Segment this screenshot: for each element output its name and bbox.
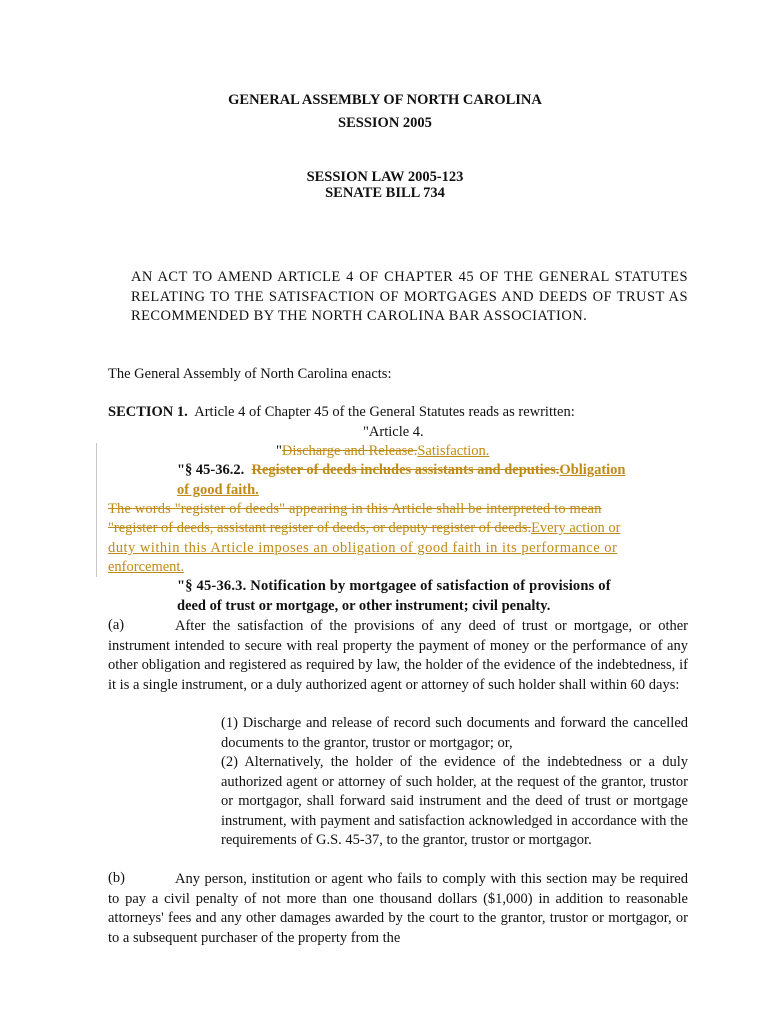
session-heading: SESSION 2005 xyxy=(338,115,432,131)
s45-36-3-heading-2: deed of trust or mortgage, or other instrument; civil penalty. xyxy=(177,598,551,614)
act-title: AN ACT TO AMEND ARTICLE 4 OF CHAPTER 45 OF THE GENERAL STATUTES RELATING TO THE SATISFACTION OF MORTGAGES AND DEEDS OF TRUST AS RECOMMENDED BY THE NORTH CAROLINA BAR ASSOCIATION. xyxy=(131,269,688,325)
s45-36-2-added-title-a: Obligation xyxy=(559,462,626,478)
section-1-line xyxy=(108,404,575,421)
s45-36-2-added-text-2: duty within this Article imposes an obligation of good faith in its performance or xyxy=(108,540,618,556)
s45-36-2-deleted-text-1: The words "register of deeds" appearing in this Article shall be interpreted to mean xyxy=(108,501,602,517)
subsection-b-label: (b) xyxy=(108,870,125,886)
subsection-a-text: After the satisfaction of the provisions of any deed of trust or mortgage, or other instrument intended to secure with real property the payment of money or the performance of any other obligation and registered as required by law, the holder of the evidence of the indebtedness, if it is a single instrument, or a duly authorized agent or attorney of such holder shall within 60 days: xyxy=(108,618,688,693)
subsection-a-item-2: (2) Alternatively, the holder of the evidence of the indebtedness or a duly authorized agent or attorney of such holder, at the request of the grantor, trustor or mortgagor, shall forward said instrument and the deed of trust or mortgage instrument, with payment and satisfaction acknowledged in accordance with the requirements of G.S. 45-37, to the grantor, trustor or mortgagor. xyxy=(221,754,688,848)
s45-36-2-added-title-b: of good faith. xyxy=(177,482,259,498)
assembly-heading: GENERAL ASSEMBLY OF NORTH CAROLINA xyxy=(228,92,542,108)
section-1-text: Article 4 of Chapter 45 of the General Statutes reads as rewritten: xyxy=(194,404,575,420)
article-title-quote: " xyxy=(276,443,282,459)
session-law-heading: SESSION LAW 2005-123 xyxy=(306,169,464,185)
s45-36-2-text-2 xyxy=(108,520,620,537)
s45-36-2-deleted-title: Register of deeds includes assistants and deputies. xyxy=(251,462,560,478)
article-title-added: Satisfaction. xyxy=(417,443,490,459)
subsection-b-text: Any person, institution or agent who fails to comply with this section may be required to pay a civil penalty of not more than one thousand dollars ($1,000) in addition to reasonable attorneys' fees and any other damages awarded by the court to the grantor, trustor or mortgagor, or to a subsequent purchaser of the property from the xyxy=(108,871,688,946)
subsection-a-item-1: (1) Discharge and release of record such documents and forward the cancelled documents to the grantor, trustor or mortgagor; or, xyxy=(221,715,688,751)
section-1-label: SECTION 1. xyxy=(108,404,188,420)
subsection-a-label: (a) xyxy=(108,617,125,633)
article-heading: "Article 4. xyxy=(363,424,424,440)
bill-heading: SENATE BILL 734 xyxy=(325,185,445,201)
article-title xyxy=(276,443,489,460)
s45-36-2-heading xyxy=(177,462,688,479)
s45-36-2-deleted-text-2: "register of deeds, assistant register of deeds, or deputy register of deeds. xyxy=(108,520,532,536)
s45-36-3-heading-1: "§ 45-36.3. Notification by mortgagee of satisfaction of provisions of xyxy=(177,578,611,594)
revision-change-bar xyxy=(96,443,97,577)
s45-36-2-number: "§ 45-36.2. xyxy=(177,462,245,478)
s45-36-2-added-text-3: enforcement. xyxy=(108,559,185,575)
article-title-deleted: Discharge and Release. xyxy=(281,443,418,459)
s45-36-2-added-text-1: Every action or xyxy=(531,520,621,536)
enacting-clause: The General Assembly of North Carolina enacts: xyxy=(108,366,392,382)
